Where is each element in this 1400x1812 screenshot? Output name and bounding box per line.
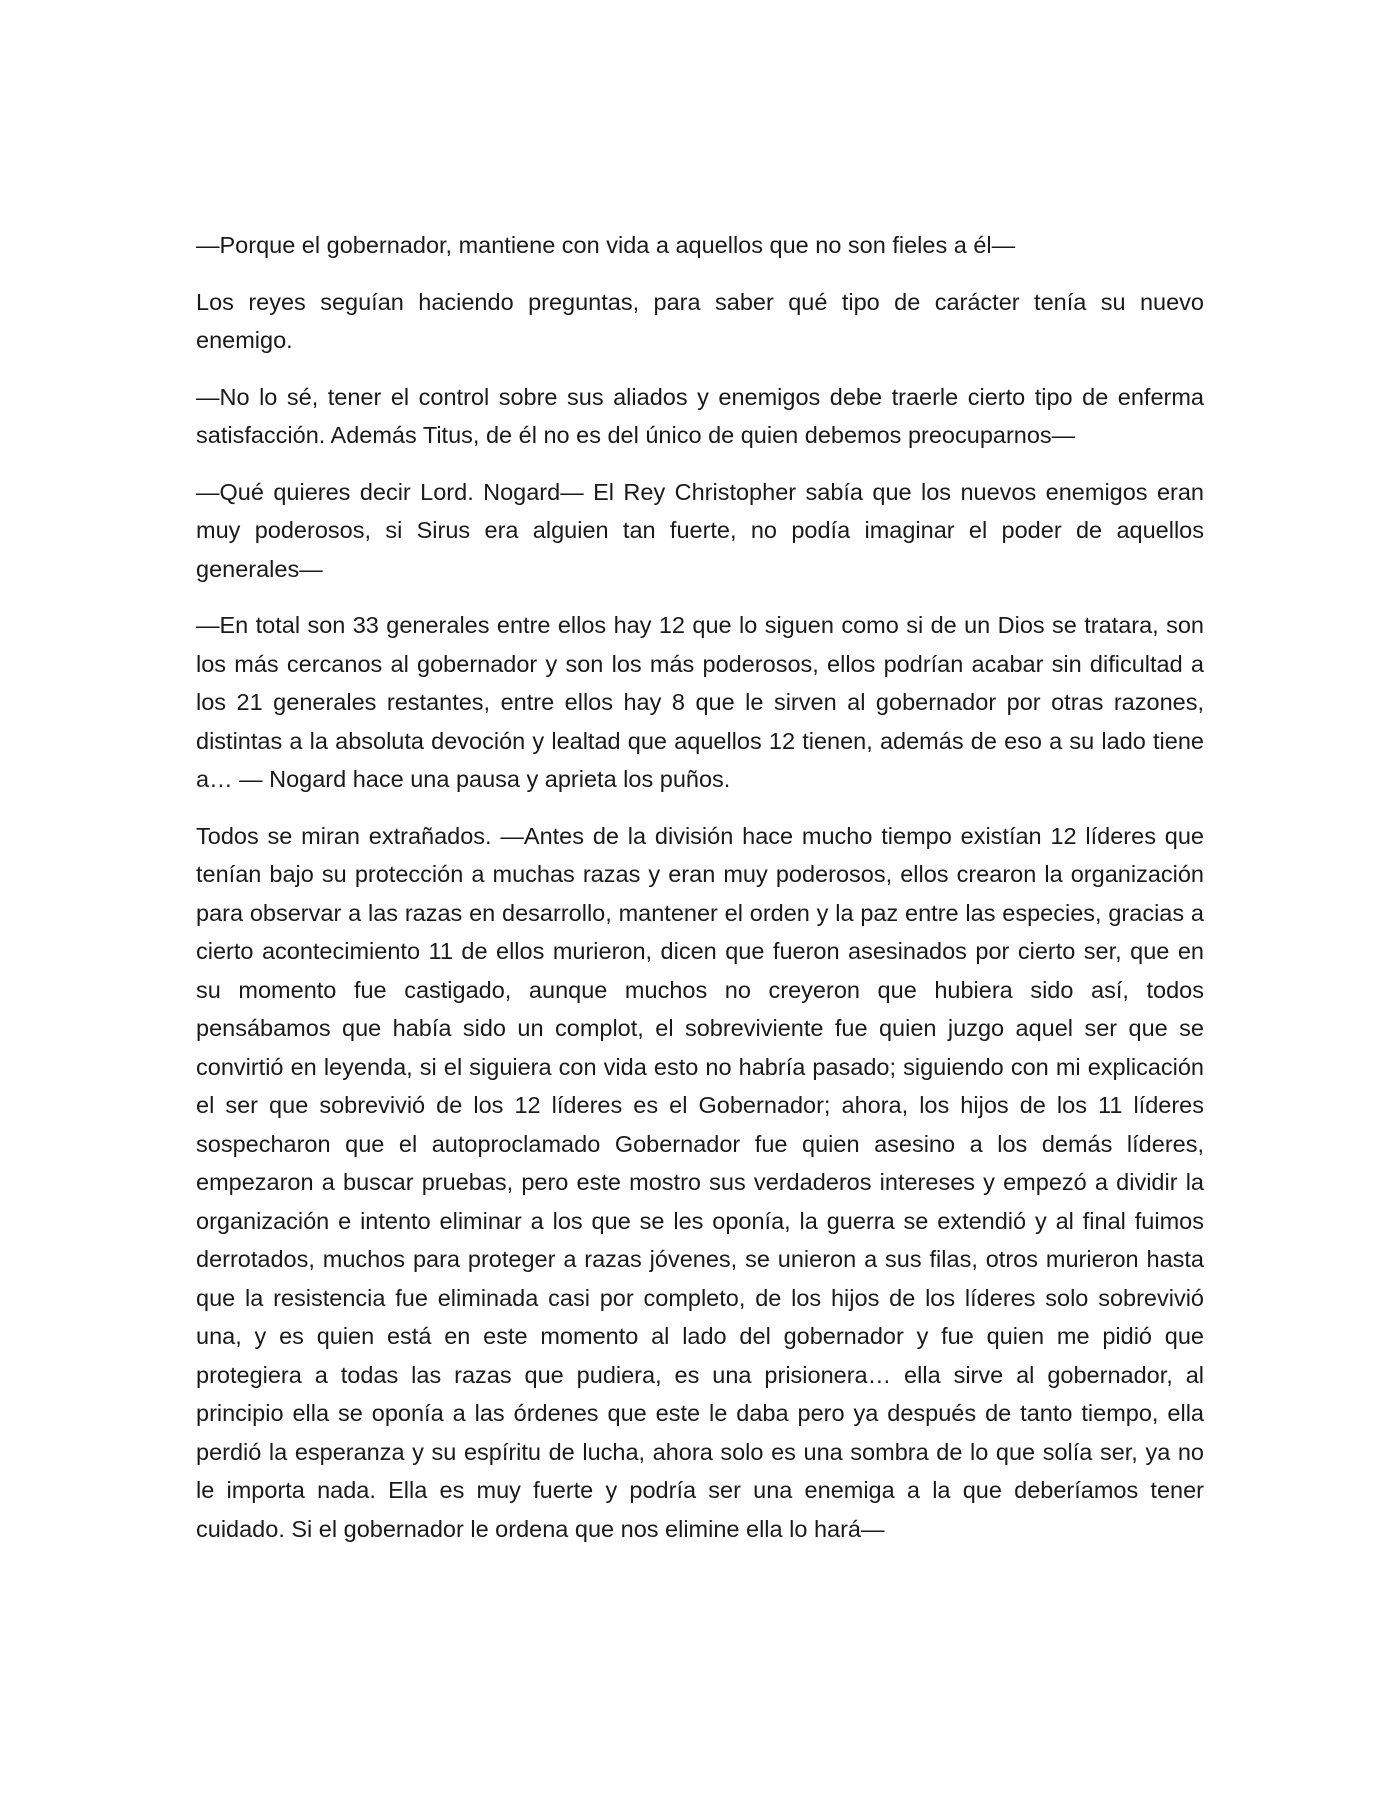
paragraph-3: —No lo sé, tener el control sobre sus aliados y enemigos debe traerle cierto tipo de enferma satisfacción. Además Titus, de él no es del único de quien debemos preocuparnos—	[196, 383, 1204, 448]
paragraph-2: Los reyes seguían haciendo preguntas, para saber qué tipo de carácter tenía su nuevo enemigo.	[196, 288, 1204, 353]
paragraph-6: Todos se miran extrañados. —Antes de la división hace mucho tiempo existían 12 líderes que tenían bajo su protección a muchas razas y eran muy poderosos, ellos crearon la organización para observar a las razas en desarrollo, mantener el orden y la paz entre las especies, gracias a cierto acontecimiento 11 de ellos murieron, dicen que fueron asesinados por cierto ser, que en su momento fue castigado, aunque muchos no creyeron que hubiera sido así, todos pensábamos que había sido un complot, el sobreviviente fue quien juzgo aquel ser que se convirtió en leyenda, si el siguiera con vida esto no habría pasado; siguiendo con mi explicación el ser que sobrevivió de los 12 líderes es el Gobernador; ahora, los hijos de los 11 líderes sospecharon que el autoproclamado Gobernador fue quien asesino a los demás líderes, empezaron a buscar pruebas, pero este mostro sus verdaderos intereses y empezó a dividir la organización e intento eliminar a los que se les oponía, la guerra se extendió y al final fuimos derrotados, muchos para proteger a razas jóvenes, se unieron a sus filas, otros murieron hasta que la resistencia fue eliminada casi por completo, de los hijos de los líderes solo sobrevivió una, y es quien está en este momento al lado del gobernador y fue quien me pidió que protegiera a todas las razas que pudiera, es una prisionera… ella sirve al gobernador, al principio ella se oponía a las órdenes que este le daba pero ya después de tanto tiempo, ella perdió la esperanza y su espíritu de lucha, ahora solo es una sombra de lo que solía ser, ya no le importa nada. Ella es muy fuerte y podría ser una enemiga a la que deberíamos tener cuidado. Si el gobernador le ordena que nos elimine ella lo hará—	[196, 822, 1204, 1542]
paragraph-5: —En total son 33 generales entre ellos hay 12 que lo siguen como si de un Dios se tratara, son los más cercanos al gobernador y son los más poderosos, ellos podrían acabar sin dificultad a los 21 generales restantes, entre ellos hay 8 que le sirven al gobernador por otras razones, distintas a la absoluta devoción y lealtad que aquellos 12 tienen, además de eso a su lado tiene a… — Nogard hace una pausa y aprieta los puños.	[196, 612, 1204, 792]
paragraph-4: —Qué quieres decir Lord. Nogard— El Rey Christopher sabía que los nuevos enemigos eran muy poderosos, si Sirus era alguien tan fuerte, no podía imaginar el poder de aquellos generales—	[196, 478, 1204, 582]
document-page	[196, 226, 1204, 1566]
paragraph-1: —Porque el gobernador, mantiene con vida a aquellos que no son fieles a él—	[196, 232, 1016, 258]
